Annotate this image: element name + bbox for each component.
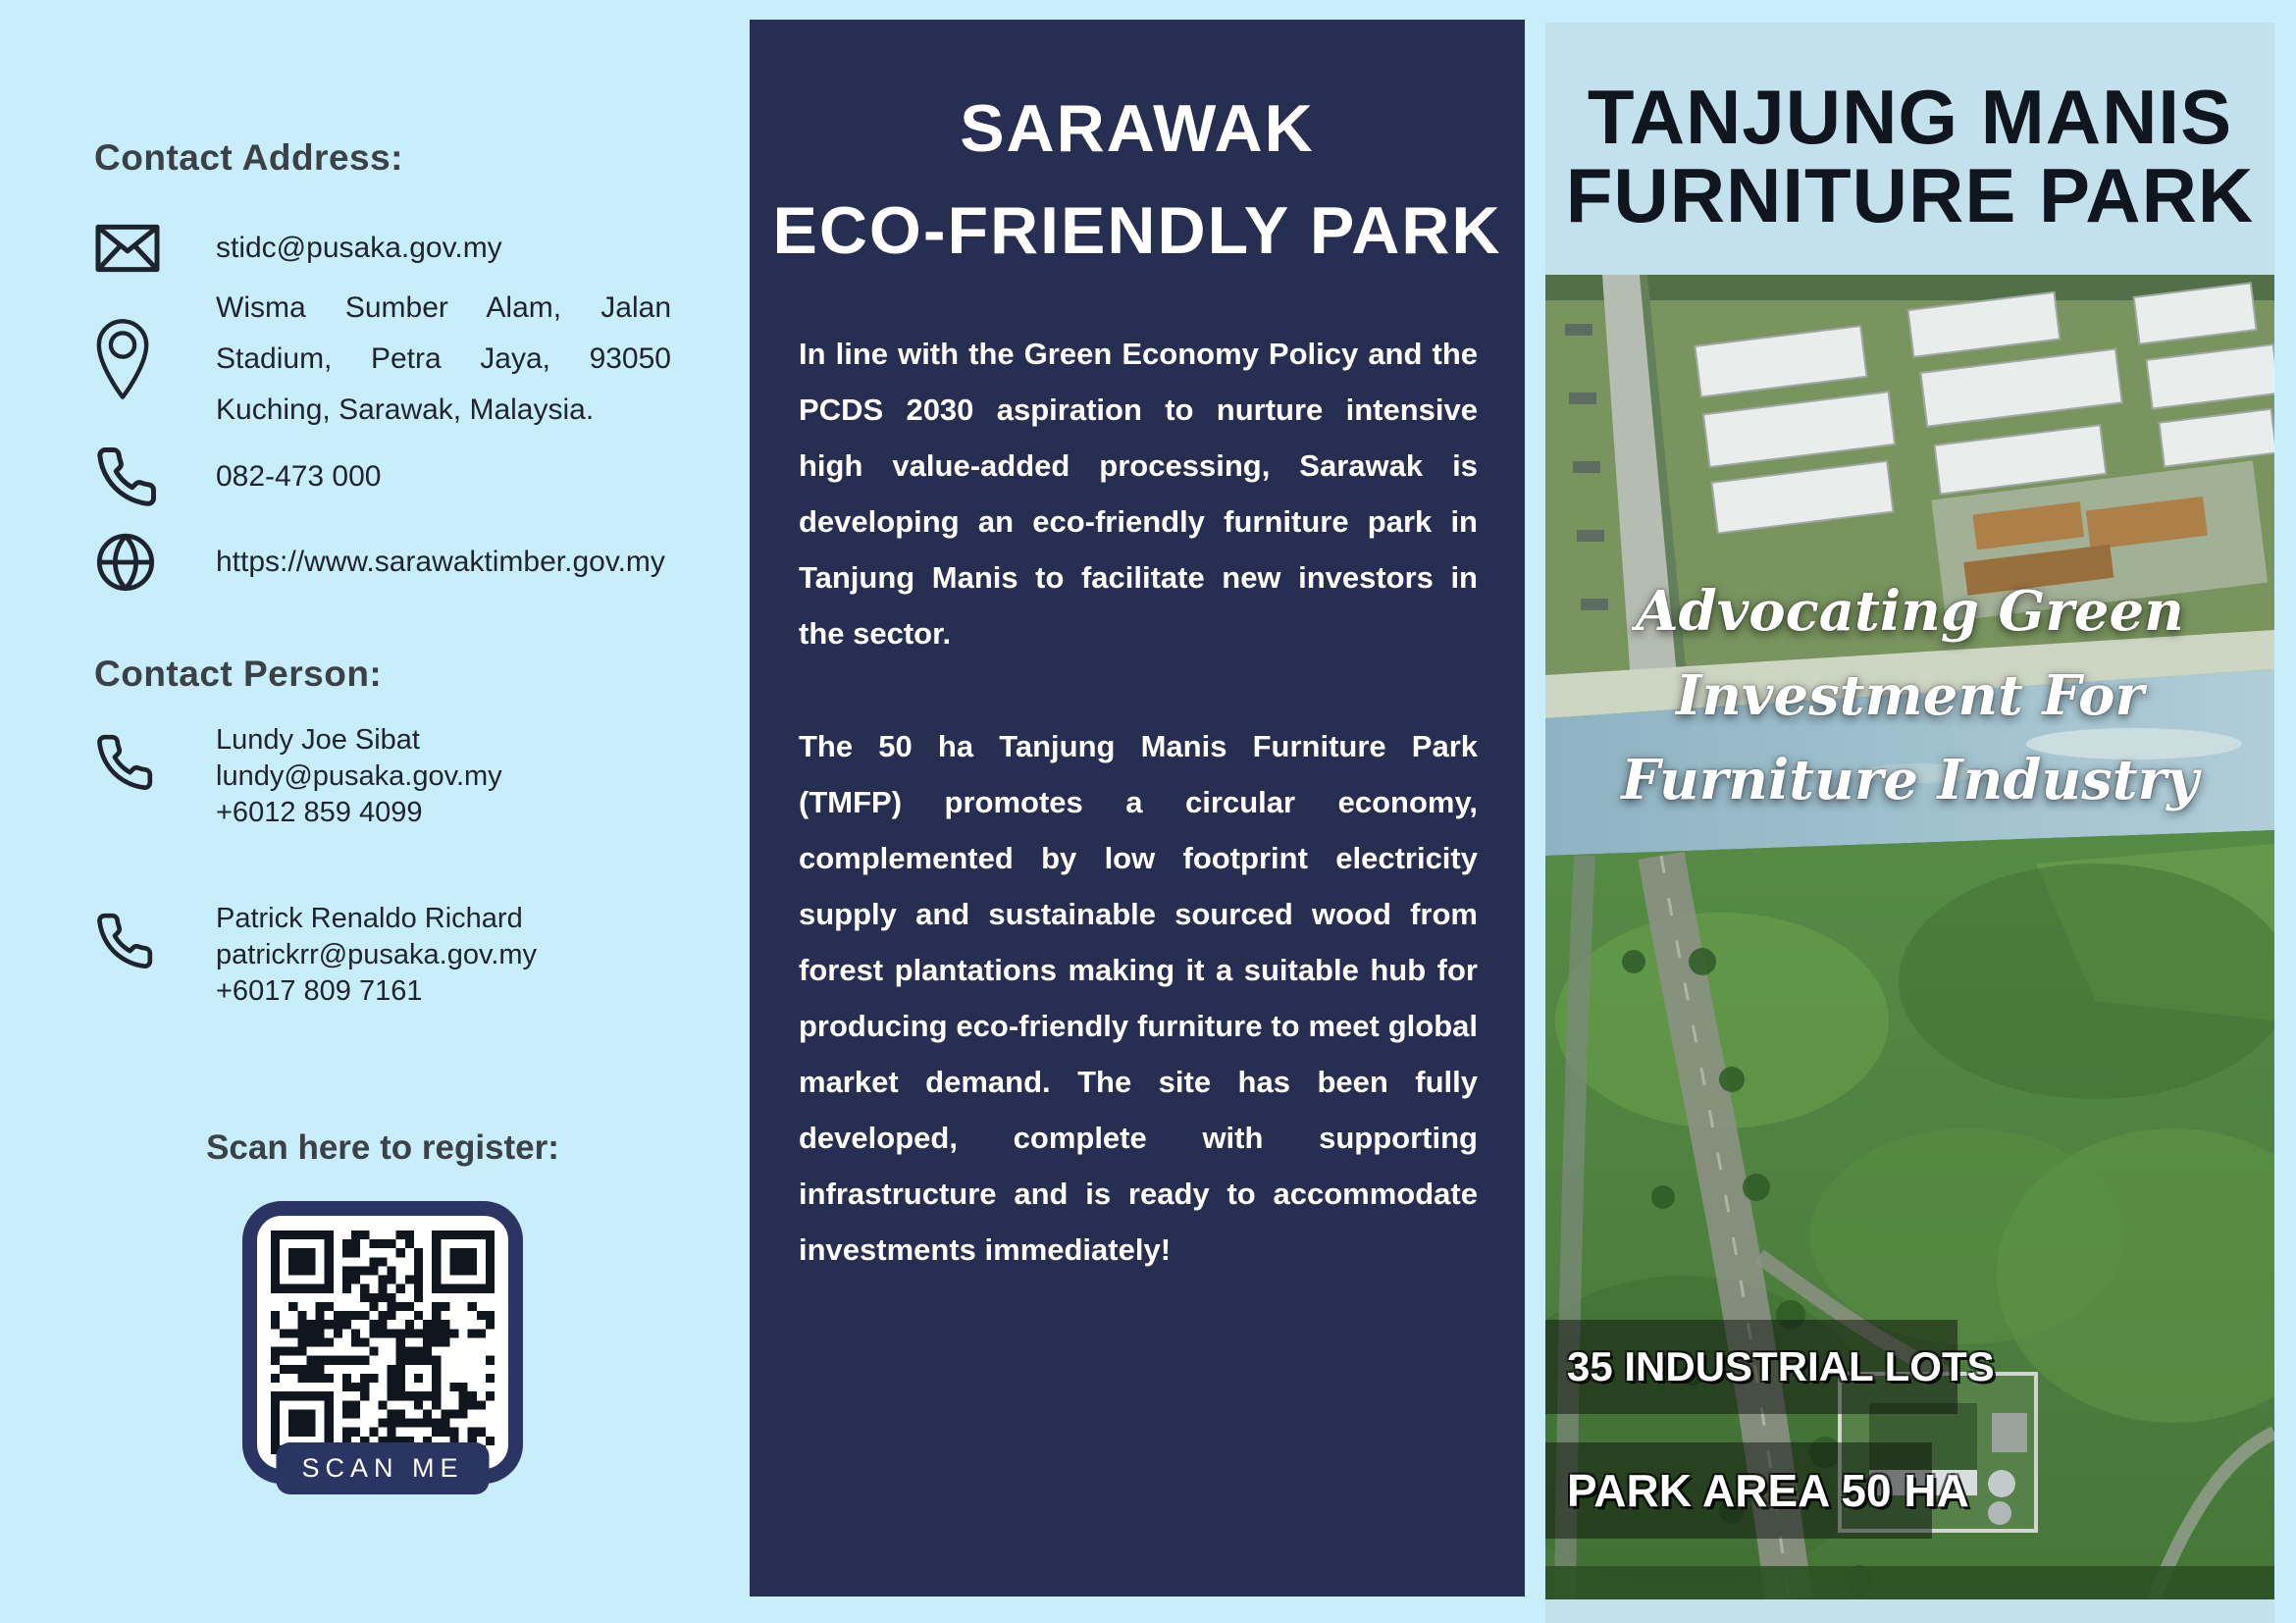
person-email[interactable]: lundy@pusaka.gov.my xyxy=(216,760,502,792)
scan-register-heading: Scan here to register: xyxy=(206,1128,559,1167)
park-aerial-photo xyxy=(1545,275,2274,1599)
contact-location-row xyxy=(94,283,677,436)
intro-paragraph-2: The 50 ha Tanjung Manis Furniture Park (TMFP) promotes a circular economy, complemented by low footprint electricity supply and sustainable sourced wood from forest plantations making it a suitable hub for producing eco-friendly furniture to meet global market demand. The site has been fully developed, complete with supporting infrastructure and is ready to accommodate investments immediately! xyxy=(799,729,1478,1267)
person-name: Patrick Renaldo Richard xyxy=(216,903,523,934)
contact-address-text: Wisma Sumber Alam, Jalan Stadium, Petra Jaya, 93050 Kuching, Sarawak, Malaysia. xyxy=(216,291,671,426)
envelope-icon xyxy=(94,224,216,273)
person-phone: +6017 809 7161 xyxy=(216,975,423,1007)
contact-panel xyxy=(88,0,677,1623)
location-pin-icon xyxy=(94,317,216,401)
intro-paragraph-1: In line with the Green Economy Policy and the PCDS 2030 aspiration to nurture intensive high value-added processing, Sarawak is developing an eco-friendly furniture park in Tanjung Manis to facilitate new investors in the sector. xyxy=(799,337,1478,651)
phone-icon xyxy=(94,911,216,971)
qr-code-block xyxy=(242,1201,523,1484)
phone-icon xyxy=(94,732,216,793)
scan-me-label: SCAN ME xyxy=(276,1442,489,1494)
contact-person-1 xyxy=(94,722,677,831)
industrial-lots-badge: 35 INDUSTRIAL LOTS xyxy=(1545,1320,1957,1414)
person-phone: +6012 859 4099 xyxy=(216,797,423,828)
contact-website-row xyxy=(94,526,677,599)
contact-address-heading: Contact Address: xyxy=(94,137,404,178)
person-name: Lundy Joe Sibat xyxy=(216,724,420,756)
photo-caption-line1: Advocating Green Investment For xyxy=(1636,579,2184,728)
person-email[interactable]: patrickrr@pusaka.gov.my xyxy=(216,939,538,970)
photo-caption xyxy=(1545,569,2274,822)
qr-code xyxy=(271,1230,495,1454)
contact-person-2 xyxy=(94,901,677,1010)
contact-phone-row xyxy=(94,436,677,518)
cover-panel xyxy=(1545,23,2274,1623)
contact-phone-text: 082-473 000 xyxy=(216,460,382,493)
contact-email-text[interactable]: stidc@pusaka.gov.my xyxy=(216,232,502,264)
qr-code-frame xyxy=(242,1201,523,1484)
photo-caption-line2: Furniture Industry xyxy=(1621,748,2199,812)
cover-title-line2: FURNITURE PARK xyxy=(1565,152,2255,238)
cover-title-line1: TANJUNG MANIS xyxy=(1587,74,2233,160)
contact-person-heading: Contact Person: xyxy=(94,654,383,694)
phone-icon xyxy=(94,445,216,509)
intro-title-line1: SARAWAK xyxy=(960,91,1315,166)
intro-panel xyxy=(750,20,1525,1597)
intro-title-line2: ECO-FRIENDLY PARK xyxy=(772,193,1502,268)
contact-email-row xyxy=(94,214,677,283)
globe-icon xyxy=(94,531,216,594)
contact-website-text[interactable]: https://www.sarawaktimber.gov.my xyxy=(216,546,665,578)
park-area-badge: PARK AREA 50 HA xyxy=(1545,1442,1932,1539)
